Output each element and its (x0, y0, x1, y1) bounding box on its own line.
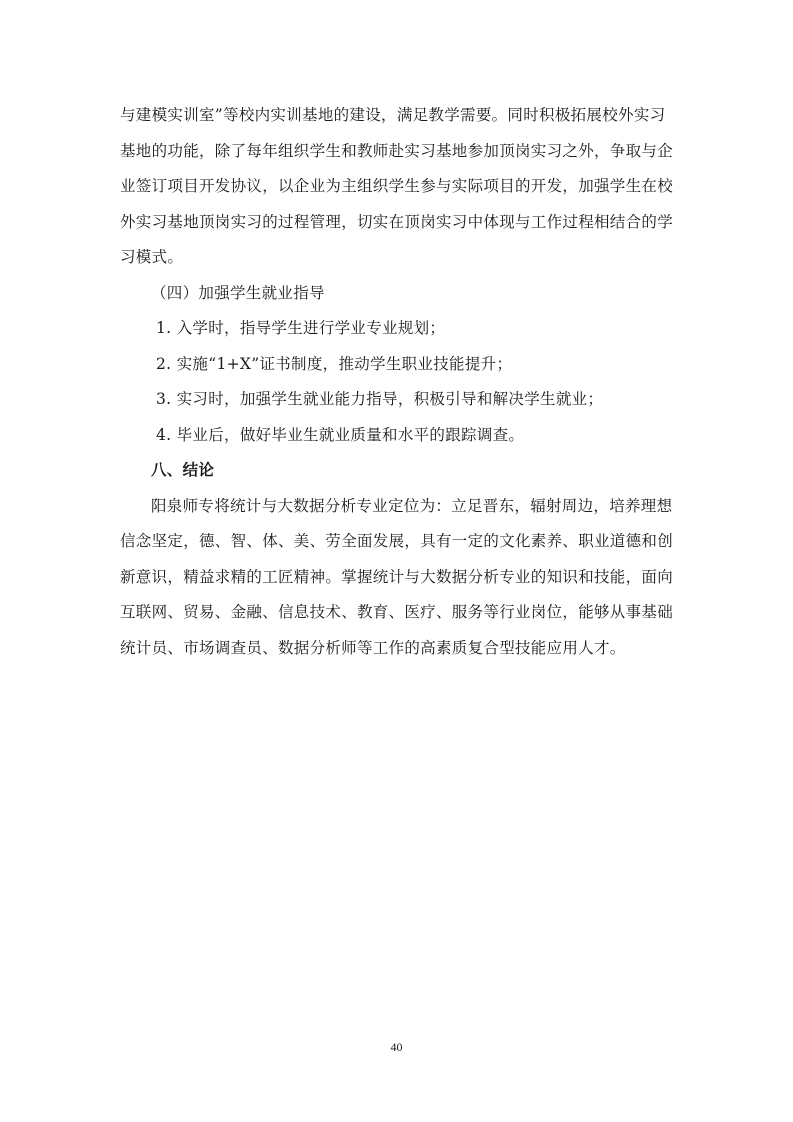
paragraph-line: 互联网、贸易、金融、信息技术、教育、医疗、服务等行业岗位，能够从事基础 (120, 603, 674, 621)
paragraph-line: 习模式。 (120, 248, 184, 266)
list-item: 4. 毕业后，做好毕业生就业质量和水平的跟踪调查。 (156, 425, 525, 444)
list-item: 2. 实施“1+X”证书制度，推动学生职业技能提升； (156, 354, 513, 373)
section-heading: （四）加强学生就业指导 (151, 283, 325, 302)
paragraph-line: 统计员、市场调查员、数据分析师等工作的高素质复合型技能应用人才。 (120, 638, 626, 657)
paragraph-line: 新意识，精益求精的工匠精神。掌握统计与大数据分析专业的知识和技能，面向 (120, 567, 674, 586)
list-item: 3. 实习时，加强学生就业能力指导，积极引导和解决学生就业； (156, 390, 604, 408)
page-number: 40 (390, 1040, 403, 1054)
paragraph-line: 业签订项目开发协议，以企业为主组织学生参与实际项目的开发，加强学生在校 (120, 177, 674, 195)
document-body (120, 98, 680, 666)
paragraph-line: 阳泉师专将统计与大数据分析专业定位为：立足晋东，辐射周边，培养理想 (151, 496, 673, 515)
paragraph-line: 基地的功能，除了每年组织学生和教师赴实习基地参加顶岗实习之外，争取与企 (120, 141, 674, 160)
paragraph-line: 外实习基地顶岗实习的过程管理，切实在顶岗实习中体现与工作过程相结合的学 (120, 212, 674, 231)
paragraph-line: 与建模实训室”等校内实训基地的建设，满足教学需要。同时积极拓展校外实习 (120, 106, 666, 124)
paragraph-line: 信念坚定，德、智、体、美、劳全面发展，具有一定的文化素养、职业道德和创 (120, 532, 674, 550)
conclusion-heading: 八、结论 (151, 461, 215, 479)
list-item: 1. 入学时，指导学生进行学业专业规划； (156, 319, 446, 337)
